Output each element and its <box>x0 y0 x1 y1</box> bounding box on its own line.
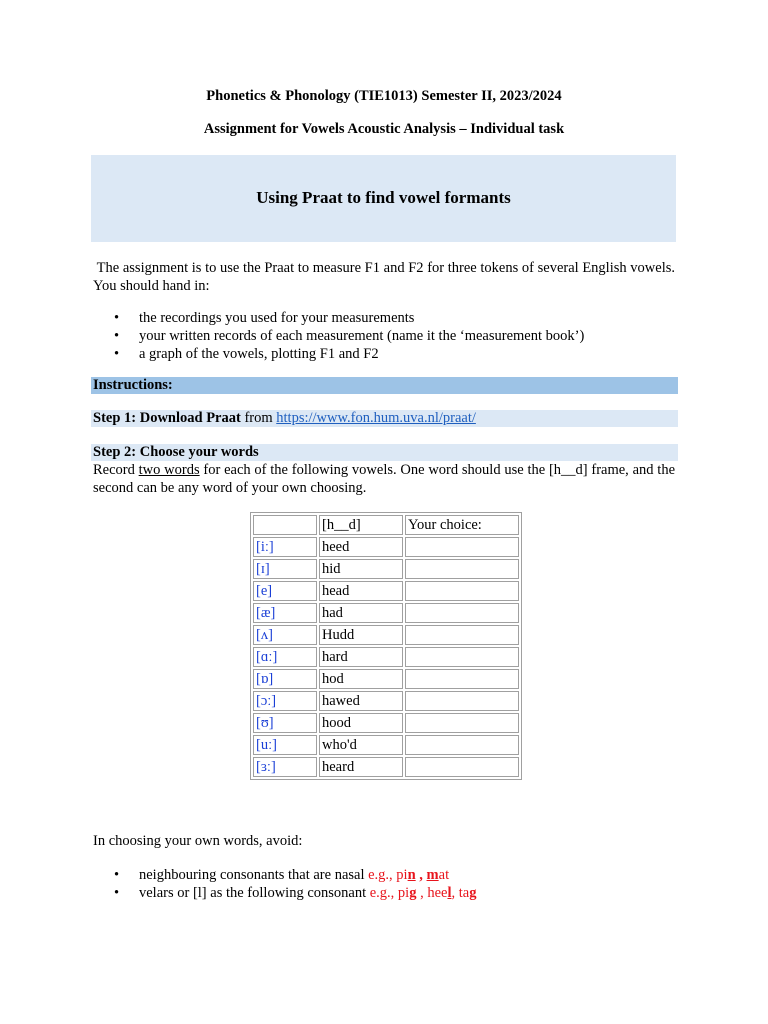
vowel-cell: [ʌ] <box>253 625 317 645</box>
choice-cell[interactable] <box>405 713 519 733</box>
choice-cell[interactable] <box>405 537 519 557</box>
assignment-heading: Assignment for Vowels Acoustic Analysis – Individual task <box>203 121 565 137</box>
vowel-cell: [ɑː] <box>253 647 317 667</box>
example-text: , hee <box>416 885 448 901</box>
vowel-table <box>250 512 522 780</box>
list-item <box>93 866 476 884</box>
page-title: Using Praat to find vowel formants <box>256 188 511 207</box>
word-cell: hid <box>319 559 403 579</box>
deliverables-list <box>93 309 584 363</box>
title-box <box>91 155 676 242</box>
choice-cell[interactable] <box>405 625 519 645</box>
table-header-cell: Your choice: <box>405 515 519 535</box>
choice-cell[interactable] <box>405 757 519 777</box>
avoid-item-text: velars or [l] as the following consonant <box>139 885 367 901</box>
word-cell: head <box>319 581 403 601</box>
example-separator: , <box>415 867 427 883</box>
table-row <box>253 757 519 777</box>
bullet-icon: • <box>114 310 120 326</box>
vowel-cell: [ɒ] <box>253 669 317 689</box>
step2-heading: Step 2: Choose your words <box>91 444 678 461</box>
example-highlight: l <box>447 885 452 901</box>
choice-cell[interactable] <box>405 735 519 755</box>
course-heading: Phonetics & Phonology (TIE1013) Semester II, 2023/2024 <box>206 88 562 104</box>
word-cell: hawed <box>319 691 403 711</box>
step2-text-underlined: two words <box>138 462 200 478</box>
step1-line <box>91 410 678 427</box>
table-header-row <box>253 515 519 535</box>
list-item-text: the recordings you used for your measurements <box>139 310 415 326</box>
vowel-cell: [æ] <box>253 603 317 623</box>
table-row <box>253 581 519 601</box>
bullet-icon: • <box>114 346 120 362</box>
choice-cell[interactable] <box>405 647 519 667</box>
list-item-text: a graph of the vowels, plotting F1 and F2 <box>139 346 379 362</box>
vowel-cell: [uː] <box>253 735 317 755</box>
example-highlight: n <box>407 867 416 883</box>
intro-paragraph <box>93 259 675 295</box>
avoid-item-text: neighbouring consonants that are nasal <box>139 867 365 883</box>
example-text: e.g., pi <box>369 885 410 901</box>
table-row <box>253 713 519 733</box>
step1-from: from <box>244 410 273 426</box>
avoid-intro: In choosing your own words, avoid: <box>93 833 303 849</box>
example-highlight: g <box>409 885 417 901</box>
list-item-text: your written records of each measurement (name it the ‘measurement book’) <box>139 328 585 344</box>
example-text: at <box>438 867 450 883</box>
instructions-heading: Instructions: <box>91 377 678 394</box>
table-row <box>253 735 519 755</box>
choice-cell[interactable] <box>405 559 519 579</box>
vowel-cell: [ʊ] <box>253 713 317 733</box>
word-cell: hood <box>319 713 403 733</box>
intro-text: The assignment is to use the Praat to measure F1 and F2 for three tokens of several English vowels. You should hand in: <box>93 260 675 294</box>
list-item <box>93 345 584 363</box>
word-cell: had <box>319 603 403 623</box>
table-row <box>253 537 519 557</box>
word-cell: Hudd <box>319 625 403 645</box>
bullet-icon: • <box>114 328 120 344</box>
bullet-icon: • <box>114 885 120 901</box>
step2-text-pre: Record <box>93 462 135 478</box>
example-highlight: m <box>426 867 439 883</box>
choice-cell[interactable] <box>405 669 519 689</box>
choice-cell[interactable] <box>405 691 519 711</box>
table-row <box>253 647 519 667</box>
example-highlight: g <box>469 885 477 901</box>
table-header-cell: [h__d] <box>319 515 403 535</box>
vowel-cell: [iː] <box>253 537 317 557</box>
example-text: e.g., pi <box>368 867 408 883</box>
list-item <box>93 309 584 327</box>
avoid-list <box>93 866 476 902</box>
vowel-cell: [ɪ] <box>253 559 317 579</box>
step1-label: Step 1: Download Praat <box>93 410 241 426</box>
word-cell: hod <box>319 669 403 689</box>
table-row <box>253 691 519 711</box>
praat-download-link[interactable]: https://www.fon.hum.uva.nl/praat/ <box>276 410 476 426</box>
table-row <box>253 559 519 579</box>
table-row <box>253 669 519 689</box>
word-cell: heard <box>319 757 403 777</box>
word-cell: who'd <box>319 735 403 755</box>
word-cell: heed <box>319 537 403 557</box>
vowel-cell: [e] <box>253 581 317 601</box>
word-cell: hard <box>319 647 403 667</box>
vowel-cell: [ɜː] <box>253 757 317 777</box>
table-header-cell <box>253 515 317 535</box>
choice-cell[interactable] <box>405 603 519 623</box>
list-item <box>93 327 584 345</box>
bullet-icon: • <box>114 867 120 883</box>
example-text: , ta <box>451 885 470 901</box>
choice-cell[interactable] <box>405 581 519 601</box>
step2-text-post: for each of the following vowels. One word should use the [h__d] frame, and the second can be any word of your own choosing. <box>93 462 675 496</box>
table-row <box>253 603 519 623</box>
vowel-cell: [ɔː] <box>253 691 317 711</box>
step2-paragraph <box>93 461 675 497</box>
list-item <box>93 884 476 902</box>
table-row <box>253 625 519 645</box>
